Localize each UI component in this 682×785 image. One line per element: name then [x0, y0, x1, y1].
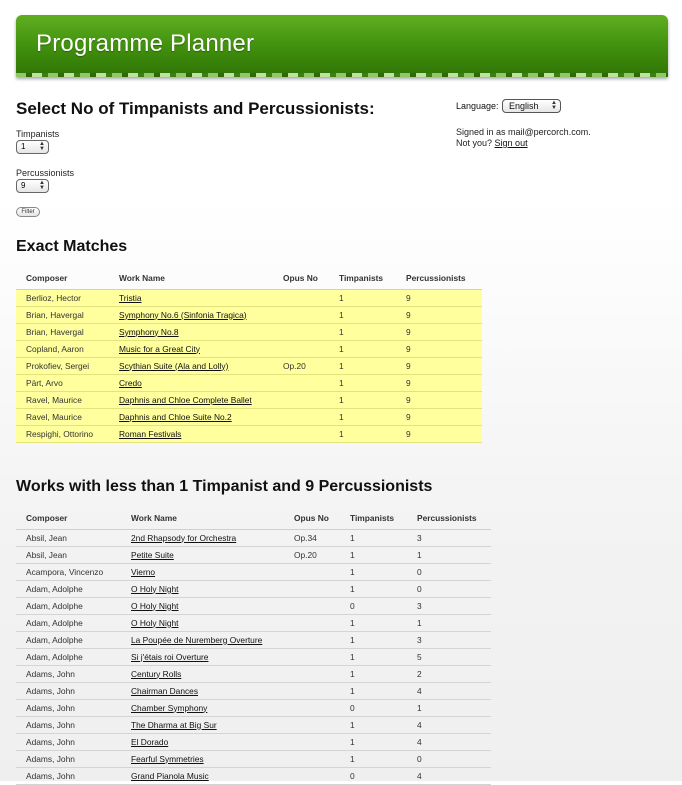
cell-work-link[interactable]: El Dorado [131, 736, 169, 747]
cell-percussionists: 0 [407, 580, 491, 597]
table-row [16, 529, 491, 546]
cell-composer: Adams, John [16, 716, 121, 733]
cell-opus: Op.20 [273, 357, 329, 374]
app-header [16, 15, 668, 77]
timpanists-value: 1 [21, 142, 26, 151]
cell-percussionists: 9 [396, 340, 482, 357]
language-value: English [509, 101, 539, 111]
app-title: Programme Planner [36, 30, 255, 57]
table-header-row [16, 508, 491, 529]
cell-work [121, 767, 284, 784]
cell-composer: Brian, Havergal [16, 306, 109, 323]
col-opus: Opus No [284, 508, 340, 529]
cell-composer: Adams, John [16, 682, 121, 699]
cell-timpanists: 1 [329, 408, 396, 425]
table-row [16, 597, 491, 614]
cell-timpanists: 1 [340, 614, 407, 631]
col-timpanists: Timpanists [340, 508, 407, 529]
cell-percussionists: 4 [407, 733, 491, 750]
cell-work [121, 648, 284, 665]
cell-opus [284, 767, 340, 784]
cell-opus [284, 580, 340, 597]
cell-composer: Adams, John [16, 665, 121, 682]
col-percussionists: Percussionists [396, 268, 482, 289]
cell-work-link[interactable]: Petite Suite [131, 549, 174, 560]
cell-percussionists: 2 [407, 665, 491, 682]
table-row [16, 563, 491, 580]
cell-composer: Berlioz, Hector [16, 289, 109, 306]
percussionists-label: Percussionists [16, 168, 75, 178]
cell-percussionists: 9 [396, 408, 482, 425]
cell-opus [273, 340, 329, 357]
language-select[interactable] [502, 99, 561, 113]
cell-composer: Adam, Adolphe [16, 648, 121, 665]
cell-work-link[interactable]: Chamber Symphony [131, 702, 208, 713]
cell-composer: Adams, John [16, 733, 121, 750]
cell-composer: Adams, John [16, 750, 121, 767]
cell-timpanists: 1 [340, 665, 407, 682]
cell-percussionists: 9 [396, 374, 482, 391]
cell-timpanists: 0 [340, 597, 407, 614]
cell-work [121, 614, 284, 631]
cell-composer: Prokofiev, Sergei [16, 357, 109, 374]
cell-timpanists: 1 [340, 750, 407, 767]
header-stripe [16, 73, 668, 77]
cell-work [109, 357, 273, 374]
cell-work [121, 733, 284, 750]
cell-percussionists: 1 [407, 614, 491, 631]
cell-percussionists: 9 [396, 306, 482, 323]
cell-opus [284, 665, 340, 682]
cell-timpanists: 1 [340, 682, 407, 699]
cell-opus [284, 597, 340, 614]
cell-work-link[interactable]: Daphnis and Chloe Complete Ballet [119, 394, 252, 405]
exact-matches-heading: Exact Matches [16, 238, 128, 255]
cell-percussionists: 4 [407, 716, 491, 733]
cell-timpanists: 1 [329, 425, 396, 442]
timpanists-select[interactable] [16, 140, 49, 154]
cell-opus [273, 408, 329, 425]
cell-timpanists: 1 [329, 340, 396, 357]
cell-opus: Op.34 [284, 529, 340, 546]
cell-timpanists: 1 [340, 631, 407, 648]
cell-opus [284, 750, 340, 767]
table-header-row [16, 268, 482, 289]
cell-timpanists: 1 [340, 580, 407, 597]
table-row [16, 408, 482, 425]
cell-work-link[interactable]: Music for a Great City [119, 343, 200, 354]
cell-opus [284, 733, 340, 750]
cell-timpanists: 1 [329, 289, 396, 306]
timpanists-label: Timpanists [16, 129, 60, 139]
cell-timpanists: 1 [340, 563, 407, 580]
cell-work [121, 597, 284, 614]
col-opus: Opus No [273, 268, 329, 289]
cell-work-link[interactable]: The Dharma at Big Sur [131, 719, 217, 730]
cell-composer: Pärt, Arvo [16, 374, 109, 391]
cell-opus [284, 614, 340, 631]
col-composer: Composer [16, 268, 109, 289]
table-row [16, 357, 482, 374]
cell-work-link[interactable]: Tristia [119, 292, 142, 303]
table-row [16, 682, 491, 699]
cell-opus [284, 699, 340, 716]
table-row [16, 580, 491, 597]
table-row [16, 665, 491, 682]
cell-work [109, 425, 273, 442]
cell-work [121, 563, 284, 580]
cell-timpanists: 1 [340, 648, 407, 665]
cell-opus [284, 716, 340, 733]
cell-timpanists: 1 [340, 716, 407, 733]
less-matches-table [16, 508, 491, 785]
cell-timpanists: 1 [340, 546, 407, 563]
exact-matches-table [16, 268, 482, 443]
cell-work [109, 340, 273, 357]
cell-percussionists: 9 [396, 357, 482, 374]
cell-timpanists: 1 [340, 529, 407, 546]
cell-percussionists: 3 [407, 631, 491, 648]
col-composer: Composer [16, 508, 121, 529]
table-row [16, 425, 482, 442]
cell-work-link[interactable]: Chairman Dances [131, 685, 199, 696]
cell-percussionists: 9 [396, 391, 482, 408]
cell-work [109, 374, 273, 391]
table-row [16, 323, 482, 340]
cell-percussionists: 4 [407, 767, 491, 784]
col-percussionists: Percussionists [407, 508, 491, 529]
cell-work [121, 665, 284, 682]
cell-opus [284, 631, 340, 648]
cell-percussionists: 0 [407, 750, 491, 767]
account-info [456, 127, 591, 149]
cell-work-link[interactable]: O Holy Night [131, 583, 179, 594]
cell-opus [273, 391, 329, 408]
table-row [16, 631, 491, 648]
cell-work-link[interactable]: La Poupée de Nuremberg Overture [131, 634, 263, 645]
table-row [16, 614, 491, 631]
cell-composer: Acampora, Vincenzo [16, 563, 121, 580]
cell-work-link[interactable]: Daphnis and Chloe Suite No.2 [119, 411, 232, 422]
cell-composer: Adam, Adolphe [16, 597, 121, 614]
cell-work-link[interactable]: Roman Festivals [119, 428, 182, 439]
signed-in-text: Signed in as mail@percorch.com. [456, 127, 591, 137]
cell-percussionists: 4 [407, 682, 491, 699]
cell-work-link[interactable]: Fearful Symmetries [131, 753, 204, 764]
cell-composer: Adam, Adolphe [16, 631, 121, 648]
cell-composer: Copland, Aaron [16, 340, 109, 357]
cell-percussionists: 0 [407, 563, 491, 580]
percussionists-select[interactable] [16, 179, 49, 193]
cell-composer: Ravel, Maurice [16, 391, 109, 408]
col-timpanists: Timpanists [329, 268, 396, 289]
cell-timpanists: 0 [340, 767, 407, 784]
cell-percussionists: 9 [396, 289, 482, 306]
col-work-name: Work Name [109, 268, 273, 289]
cell-work-link[interactable]: O Holy Night [131, 617, 179, 628]
cell-percussionists: 3 [407, 597, 491, 614]
cell-work [121, 699, 284, 716]
col-work-name: Work Name [121, 508, 284, 529]
table-row [16, 767, 491, 784]
cell-work [121, 580, 284, 597]
less-matches-heading: Works with less than 1 Timpanist and 9 Percussionists [16, 478, 433, 495]
cell-work [109, 391, 273, 408]
cell-opus [273, 323, 329, 340]
cell-work-link[interactable]: Symphony No.8 [119, 326, 179, 337]
cell-work-link[interactable]: Scythian Suite (Ala and Lolly) [119, 360, 229, 371]
cell-timpanists: 1 [329, 391, 396, 408]
cell-work-link[interactable]: Vierno [131, 566, 156, 577]
cell-timpanists: 1 [340, 733, 407, 750]
filter-button[interactable]: Filter [16, 207, 40, 217]
cell-work-link[interactable]: Credo [119, 377, 142, 388]
cell-work-link[interactable]: 2nd Rhapsody for Orchestra [131, 532, 237, 543]
table-row [16, 306, 482, 323]
cell-work-link[interactable]: Century Rolls [131, 668, 182, 679]
cell-timpanists: 1 [329, 306, 396, 323]
cell-composer: Adams, John [16, 699, 121, 716]
cell-opus [284, 648, 340, 665]
cell-work [121, 529, 284, 546]
cell-work-link[interactable]: Symphony No.6 (Sinfonia Tragica) [119, 309, 247, 320]
cell-timpanists: 1 [329, 323, 396, 340]
cell-composer: Respighi, Ottorino [16, 425, 109, 442]
cell-work [109, 306, 273, 323]
cell-composer: Absil, Jean [16, 529, 121, 546]
sign-out-link[interactable]: Sign out [494, 138, 528, 148]
cell-composer: Adam, Adolphe [16, 580, 121, 597]
table-row [16, 716, 491, 733]
cell-work [109, 289, 273, 306]
cell-composer: Adams, John [16, 767, 121, 784]
cell-percussionists: 9 [396, 425, 482, 442]
table-row [16, 391, 482, 408]
select-arrows-icon: ▲ ▼ [551, 100, 557, 111]
table-row [16, 750, 491, 767]
select-arrows-icon: ▲ ▼ [39, 180, 45, 191]
cell-work [121, 716, 284, 733]
cell-percussionists: 3 [407, 529, 491, 546]
table-row [16, 340, 482, 357]
cell-opus [273, 289, 329, 306]
cell-timpanists: 1 [329, 357, 396, 374]
cell-timpanists: 1 [329, 374, 396, 391]
cell-work [121, 631, 284, 648]
cell-work [121, 682, 284, 699]
filter-heading: Select No of Timpanists and Percussionists: [16, 99, 375, 118]
select-arrows-icon: ▲ ▼ [39, 141, 45, 152]
cell-work [109, 408, 273, 425]
cell-work [121, 750, 284, 767]
cell-percussionists: 5 [407, 648, 491, 665]
cell-percussionists: 1 [407, 546, 491, 563]
cell-opus [273, 374, 329, 391]
cell-composer: Ravel, Maurice [16, 408, 109, 425]
cell-opus [284, 563, 340, 580]
cell-opus: Op.20 [284, 546, 340, 563]
cell-percussionists: 1 [407, 699, 491, 716]
table-row [16, 699, 491, 716]
cell-opus [273, 425, 329, 442]
cell-work-link[interactable]: O Holy Night [131, 600, 179, 611]
cell-work-link[interactable]: Grand Pianola Music [131, 770, 209, 781]
table-row [16, 546, 491, 563]
table-row [16, 374, 482, 391]
language-label: Language: [456, 101, 499, 111]
cell-work-link[interactable]: Si j'étais roi Overture [131, 651, 209, 662]
table-row [16, 733, 491, 750]
not-you-text: Not you? [456, 138, 493, 148]
cell-percussionists: 9 [396, 323, 482, 340]
cell-work [109, 323, 273, 340]
cell-composer: Brian, Havergal [16, 323, 109, 340]
cell-opus [284, 682, 340, 699]
cell-composer: Adam, Adolphe [16, 614, 121, 631]
cell-work [121, 546, 284, 563]
table-row [16, 289, 482, 306]
cell-composer: Absil, Jean [16, 546, 121, 563]
cell-opus [273, 306, 329, 323]
cell-timpanists: 0 [340, 699, 407, 716]
table-row [16, 648, 491, 665]
percussionists-value: 9 [21, 181, 26, 190]
